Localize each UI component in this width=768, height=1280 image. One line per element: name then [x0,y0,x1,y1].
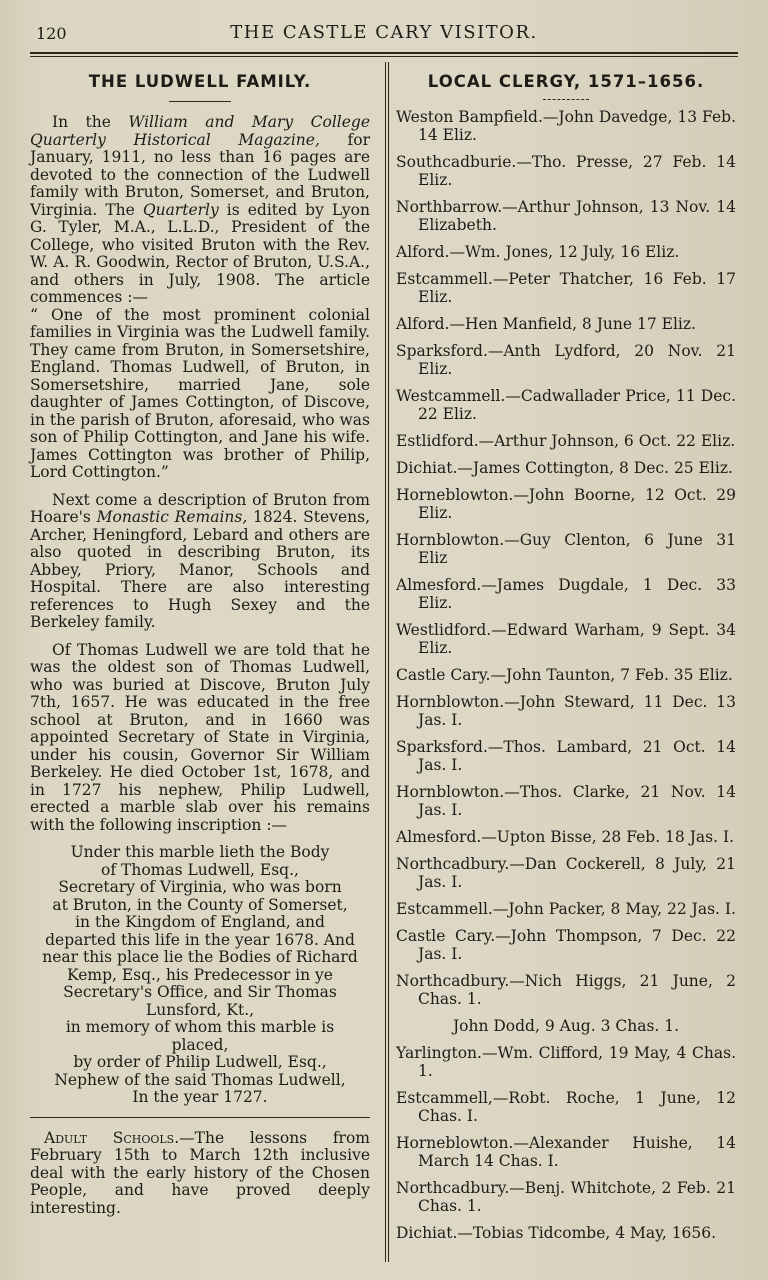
clergy-entry: Estlidford.—Arthur Johnson, 6 Oct. 22 Eliz. [396,432,736,450]
marble-inscription [30,844,370,1107]
section-separator [30,1117,370,1118]
header-rule-thin [30,56,738,57]
clergy-entry: Westlidford.—Edward Warham, 9 Sept. 34 Eliz. [396,621,736,657]
clergy-entry: Northcadbury.—Dan Cockerell, 8 July, 21 Jas. I. [396,855,736,891]
bruton-description-paragraph: Next come a description of Bruton from Hoare's Monastic Remains, 1824. Stevens, Archer, Heningford, Lebard and others are also quoted in describing Bruton, its Abbey, Priory, Manor, Schools and Hospital. There are also interesting references to Hugh Sexey and the Berkeley family. [30,490,370,631]
ludwell-title: THE LUDWELL FAMILY. [88,72,312,91]
inscription-line: Lunsford, Kt., [145,1000,255,1019]
inscription-line: departed this life in the year 1678. And [45,930,355,949]
clergy-entry: Northbarrow.—Arthur Johnson, 13 Nov. 14 Elizabeth. [396,198,736,234]
inscription-line: Nephew of the said Thomas Ludwell, [54,1070,346,1089]
clergy-entry: Almesford.—Upton Bisse, 28 Feb. 18 Jas. I. [396,828,735,846]
clergy-entry: Castle Cary.—John Taunton, 7 Feb. 35 Eliz. [396,666,733,684]
running-title: THE CASTLE CARY VISITOR. [230,22,538,43]
clergy-entry: Sparksford.—Thos. Lambard, 21 Oct. 14 Jas. I. [396,738,736,774]
clergy-entry-centered: John Dodd, 9 Aug. 3 Chas. 1. [452,1017,680,1035]
inscription-line: at Bruton, in the County of Somerset, [52,895,348,914]
clergy-entry: Castle Cary.—John Thompson, 7 Dec. 22 Jas. I. [396,927,736,963]
title-rule [169,101,231,102]
inscription-line: Secretary of Virginia, who was born [58,878,342,896]
clergy-entry: Sparksford.—Anth Lydford, 20 Nov. 21 Eliz. [396,342,736,378]
column-divider-second [388,62,389,1262]
clergy-entry: Horneblowton.—John Boorne, 12 Oct. 29 Eliz. [396,486,736,522]
clergy-entry: Southcadburie.—Tho. Presse, 27 Feb. 14 Eliz. [396,153,736,189]
column-divider [385,62,386,1262]
clergy-entry: Northcadbury.—Nich Higgs, 21 June, 2 Chas. 1. [396,972,736,1008]
clergy-entry: Dichiat.—James Cottington, 8 Dec. 25 Eliz. [396,459,733,477]
clergy-title: LOCAL CLERGY, 1571–1656. [427,72,705,91]
clergy-entry: Almesford.—James Dugdale, 1 Dec. 33 Eliz. [396,576,736,612]
clergy-entry: Weston Bampfield.—John Davedge, 13 Feb. 14 Eliz. [396,108,736,144]
inscription-line: Secretary's Office, and Sir Thomas [63,983,337,1001]
clergy-entry: Dichiat.—Tobias Tidcombe, 4 May, 1656. [396,1224,717,1242]
right-column [396,66,736,1251]
clergy-entry: Hornblowton.—John Steward, 11 Dec. 13 Jas. I. [396,693,736,729]
clergy-entry: Alford.—Hen Manfield, 8 June 17 Eliz. [396,315,696,333]
page-header [30,20,738,46]
clergy-entry: Hornblowton.—Guy Clenton, 6 June 31 Eliz [396,531,736,567]
ludwell-intro-paragraph: In the William and Mary College Quarterly Historical Magazine, for January, 1911, no less than 16 pages are devoted to the connection of the Ludwell family with Bruton, Somerset, and Bruton, Virginia. The Quarterly is edited by Lyon G. Tyler, M.A., L.L.D., President of the College, who visited Bruton with the Rev. W. A. R. Goodwin, Rector of Bruton, U.S.A., and others in July, 1908. The article commences :— [30,113,370,306]
clergy-entry: Horneblowton.—Alexander Huishe, 14 March 14 Chas. I. [396,1134,736,1170]
title-rule [543,99,589,100]
inscription-line: in memory of whom this marble is [65,1018,335,1036]
left-column [30,66,370,1217]
inscription-line: near this place lie the Bodies of Richard [42,948,358,966]
header-rule [30,52,738,54]
clergy-entry: Estcammell.—John Packer, 8 May, 22 Jas. I. [396,900,736,918]
inscription-line: placed, [171,1035,229,1054]
clergy-entry: Northcadbury.—Benj. Whitchote, 2 Feb. 21 Chas. 1. [396,1179,736,1215]
page-number: 120 [36,24,67,43]
inscription-line: Kemp, Esq., his Predecessor in ye [67,965,333,984]
thomas-ludwell-paragraph: Of Thomas Ludwell we are told that he was the oldest son of Thomas Ludwell, who was buried at Discove, Bruton July 7th, 1657. He was educated in the free school at Bruton, and in 1660 was appointed Secretary of State in Virginia, under his cousin, Governor Sir William Berkeley. He died October 1st, 1678, and in 1727 his nephew, Philip Ludwell, erected a marble slab over his remains with the following inscription :— [30,640,370,834]
adult-schools-label: Adult Schools. [44,1128,180,1147]
clergy-entry: Estcammell,—Robt. Roche, 1 June, 12 Chas. I. [396,1089,736,1125]
clergy-entry: Alford.—Wm. Jones, 12 July, 16 Eliz. [396,243,680,261]
adult-schools-paragraph: Adult Schools.—The lessons from February 15th to March 12th inclusive deal with the early history of the Chosen People, and have proved deeply interesting. [30,1128,370,1217]
clergy-entry: Yarlington.—Wm. Clifford, 19 May, 4 Chas. 1. [396,1044,736,1080]
inscription-line: of Thomas Ludwell, Esq., [101,860,299,879]
inscription-line: In the year 1727. [132,1088,268,1106]
inscription-line: by order of Philip Ludwell, Esq., [73,1053,327,1071]
clergy-entry: Estcammell.—Peter Thatcher, 16 Feb. 17 Eliz. [396,270,736,306]
clergy-entry: Westcammell.—Cadwallader Price, 11 Dec. 22 Eliz. [396,387,736,423]
ludwell-quote: “ One of the most prominent colonial families in Virginia was the Ludwell family. They came from Bruton, in Somersetshire, England. Thomas Ludwell, of Bruton, in Somersetshire, married Jane, sole daughter of James Cottington, of Discove, in the parish of Bruton, aforesaid, who was son of Philip Cottington, and Jane his wife. James Cottington was brother of Philip, Lord Cottington.” [30,305,370,481]
inscription-line: in the Kingdom of England, and [75,913,325,931]
inscription-line: Under this marble lieth the Body [70,843,330,861]
clergy-entry: Hornblowton.—Thos. Clarke, 21 Nov. 14 Jas. I. [396,783,736,819]
